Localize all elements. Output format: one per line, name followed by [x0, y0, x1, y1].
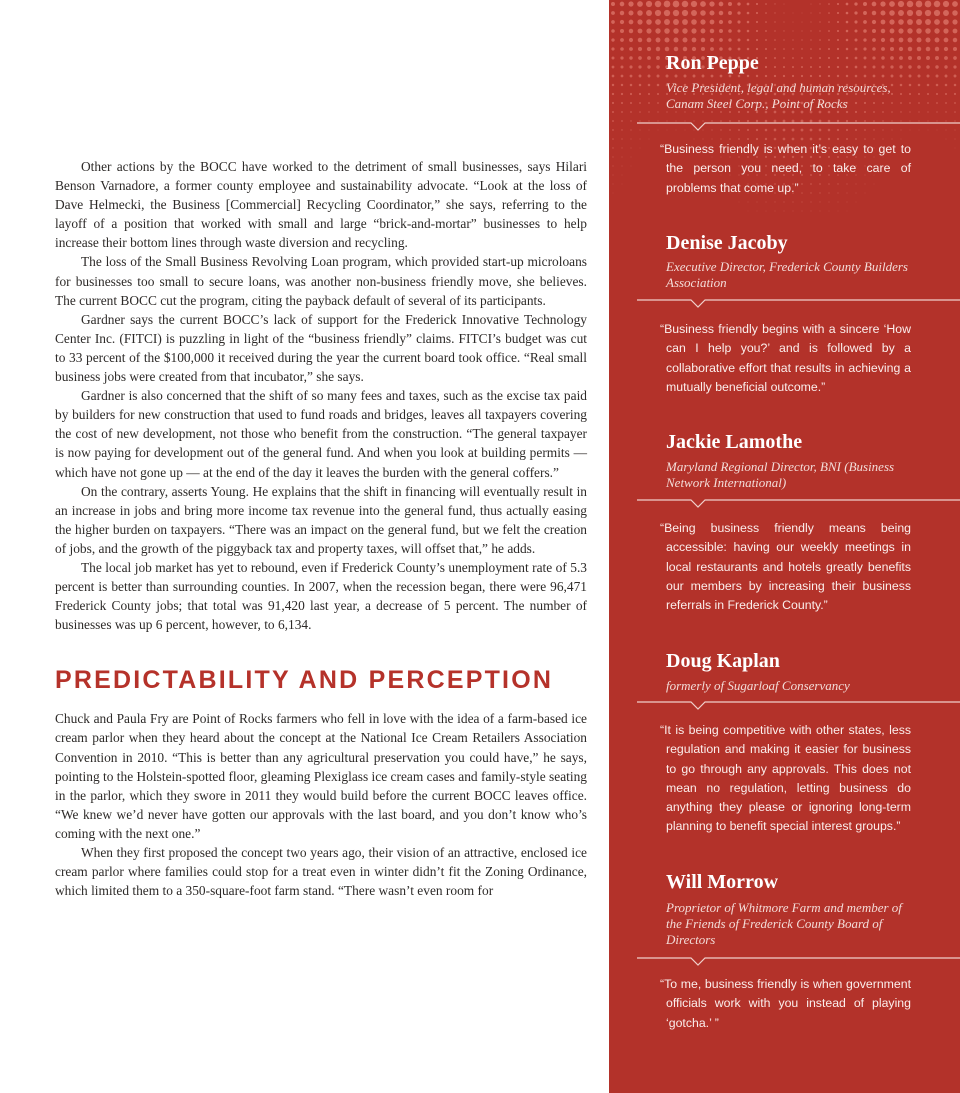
quotes-sidebar — [609, 0, 960, 1093]
profile-quote: “Business friendly begins with a sincere ‘How can I help you?’ and is followed by a collaborative effort that results in achieving a mutually beneficial outcome.” — [660, 322, 911, 394]
profile-name: Will Morrow — [666, 871, 779, 893]
article-column — [55, 157, 587, 900]
section-heading: PREDICTABILITY AND PERCEPTION — [55, 666, 554, 695]
profile-quote: “To me, business friendly is when government officials work with you instead of playing ‘gotcha.’ ” — [660, 977, 911, 1030]
profile-name: Jackie Lamothe — [666, 431, 803, 453]
profile-name: Denise Jacoby — [666, 232, 788, 254]
article-paragraph: When they first proposed the concept two years ago, their vision of an attractive, enclosed ice cream parlor where families could stop for a treat even in winter didn’t fit the Zoning Ordinance, which limited them to a 350-square-foot farm stand. “There wasn’t even room for — [55, 845, 587, 899]
profile-title: Maryland Regional Director, BNI (Business Network International) — [666, 459, 895, 490]
profile-name: Doug Kaplan — [666, 650, 780, 672]
article-paragraph: Chuck and Paula Fry are Point of Rocks farmers who fell in love with the idea of a farm-based ice cream parlor when they heard about the concept at the National Ice Cream Retailers Association Convention in 2010. “This is better than any agricultural preservation you could have,” he says, pointing to the Holstein-spotted floor, gleaming Plexiglass ice cream cases and family-style seating in the parlor, which they swore in 2011 they would build before the current BOCC leaves office. “We knew we’d never have gotten our approvals with the last board, and you don’t know who’s coming with the next one.” — [55, 711, 587, 841]
article-paragraph: Other actions by the BOCC have worked to the detriment of small businesses, says Hilari Benson Varnadore, a former county employee and sustainability advocate. “Look at the loss of Dave Helmecki, the Business [Commercial] Recycling Coordinator,” she says, referring to the layoff of a position that worked with small and large “brick-and-mortar” businesses to help increase their bottom lines through waste diversion and recycling. — [55, 159, 587, 251]
profile-name: Ron Peppe — [666, 52, 759, 74]
divider-pointer-icon — [637, 296, 960, 310]
divider-pointer-icon — [637, 119, 960, 133]
divider-pointer-icon — [637, 954, 960, 968]
profile-title: Executive Director, Frederick County Builders Association — [666, 259, 908, 290]
profile-title: formerly of Sugarloaf Conservancy — [666, 678, 850, 693]
profile-quote: “It is being competitive with other states, less regulation and making it easier for business to go through any approvals. This does not mean no regulation, letting business do anything they please or ignoring long-term planning to benefit special interest groups.” — [660, 723, 911, 834]
article-paragraph: The local job market has yet to rebound, even if Frederick County’s unemployment rate of 5.3 percent is better than surrounding counties. In 2007, when the recession began, there were 96,471 Frederick County jobs; that total was 91,420 last year, a decrease of 5 percent. The number of businesses was up 6 percent, however, to 6,134. — [55, 559, 587, 633]
profile-title: Proprietor of Whitmore Farm and member of the Friends of Frederick County Board of Directors — [666, 900, 902, 947]
divider-pointer-icon — [637, 496, 960, 510]
article-paragraph: On the contrary, asserts Young. He explains that the shift in financing will eventually result in an increase in jobs and bring more income tax revenue into the general fund, thus actually easing the higher burden on taxpayers. “There was an impact on the general fund, but we felt the creation of jobs, and the growth of the piggyback tax and property taxes, will offset that,” he adds. — [55, 483, 587, 556]
article-paragraph: Gardner says the current BOCC’s lack of support for the Frederick Innovative Technology Center Inc. (FITCI) is puzzling in light of the “business friendly” claims. FITCI’s budget was cut to 33 percent of the $100,000 it received during the year the current board took office. “Real small business jobs were created from that incubator,” she says. — [55, 311, 587, 385]
profile-quote: “Business friendly is when it’s easy to get to the person you need, to take care of problems that come up.” — [660, 142, 911, 195]
article-paragraph: The loss of the Small Business Revolving Loan program, which provided start-up microloans for businesses too small to secure loans, was another non-business friendly move, she believes. The current BOCC cut the program, citing the payback default of several of its participants. — [55, 254, 587, 308]
profile-quote: “Being business friendly means being accessible: having our weekly meetings in local restaurants and hotels greatly benefits our members by increasing their business referrals in Frederick County.” — [660, 521, 911, 613]
profile-title: Vice President, legal and human resources, Canam Steel Corp., Point of Rocks — [666, 80, 891, 111]
divider-pointer-icon — [637, 698, 960, 712]
article-paragraph: Gardner is also concerned that the shift of so many fees and taxes, such as the excise tax paid by builders for new construction that used to fund roads and bridges, leaves all taxpayers covering the cost of new development, not those who benefit from the construction. “The general taxpayer is now paying for development out of the general fund. And when you look at building permits — which have not gone up — at the end of the day it leaves the burden with the general coffers.” — [55, 388, 587, 480]
